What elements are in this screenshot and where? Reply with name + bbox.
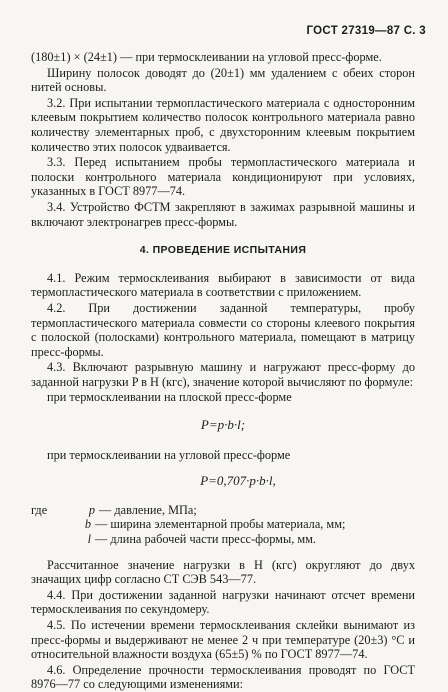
paragraph-4-5: 4.5. По истечении времени термосклеивания склейки вынимают из пресс-формы и выдерживают не менее 2 ч при температуре (20±3) °С и относительной влажности воздуха (65±5) % по ГОСТ 8977—74.: [31, 618, 415, 662]
definition-row: [31, 532, 415, 547]
section-heading: 4. ПРОВЕДЕНИЕ ИСПЫТАНИЯ: [139, 244, 307, 257]
symbol-definitions: [31, 503, 415, 547]
paragraph-4-1: 4.1. Режим термосклеивания выбирают в зависимости от вида термопластического материала в соответствии с приложением.: [31, 270, 415, 300]
paragraph-4-6: 4.6. Определение прочности термосклеивания проводят по ГОСТ 8976—77 со следующими изменениями:: [31, 662, 415, 692]
formula-angle: P=0,707·p·b·l,: [200, 473, 276, 489]
formula-flat: P=p·b·l;: [200, 417, 246, 433]
page-header: ГОСТ 27319—87 С. 3: [306, 25, 426, 37]
paragraph-strip-width: Ширину полосок доводят до (20±1) мм удалением с обеих сторон нитей основы.: [31, 65, 415, 95]
definition-row: [31, 517, 415, 532]
paragraph-angle-mold: при термосклеивании на угловой пресс-форме: [47, 447, 291, 462]
definition-symbol: b: [84, 517, 91, 532]
document-body: [31, 50, 415, 692]
paragraph-4-3: 4.3. Включают разрывную машину и нагружают пресс-форму до заданной нагрузки P в Н (кгс), значение которой вычисляют по формуле:: [31, 360, 415, 389]
definition-text: — ширина элементарной пробы материала, мм;: [95, 517, 346, 532]
paragraph-4-4: 4.4. При достижении заданной нагрузки начинают отсчет времени термосклеивания по секундомеру.: [31, 587, 415, 617]
paragraph-3-2: 3.2. При испытании термопластического материала с односторонним клеевым покрытием количество полосок контрольного материала равно количеству элементарных проб, с двухсторонним клеевым покрытием количество этих полосок удваивается.: [31, 95, 415, 154]
definition-row: [31, 503, 415, 518]
paragraph-sample-size: (180±1) × (24±1) — при термосклеивании на угловой пресс-форме.: [31, 50, 382, 64]
definition-prefix: где: [31, 502, 48, 517]
definition-text: — длина рабочей части пресс-формы, мм.: [95, 532, 316, 547]
paragraph-rounding: Рассчитанное значение нагрузки в Н (кгс) округляют до двух значащих цифр согласно СТ СЭВ 543—77.: [31, 557, 415, 587]
paragraph-3-3: 3.3. Перед испытанием пробы термопластического материала и полоски контрольного материала кондиционируют при условиях, указанных в ГОСТ 8977—74.: [31, 155, 415, 199]
paragraph-4-2: 4.2. При достижении заданной температуры, пробу термопластического материала совмести со стороны клеевого покрытия с полоской (полосками) контрольного материала, помещают в матрицу пресс-формы.: [31, 300, 415, 359]
paragraph-flat-mold: при термосклеивании на плоской пресс-форме: [47, 390, 292, 405]
paragraph-3-4: 3.4. Устройство ФСТМ закрепляют в зажимах разрывной машины и включают электронагрев пресс-формы.: [31, 199, 415, 229]
definition-text: — давление, МПа;: [99, 502, 197, 517]
definition-symbol: p: [88, 502, 95, 517]
definition-symbol: l: [87, 532, 91, 547]
